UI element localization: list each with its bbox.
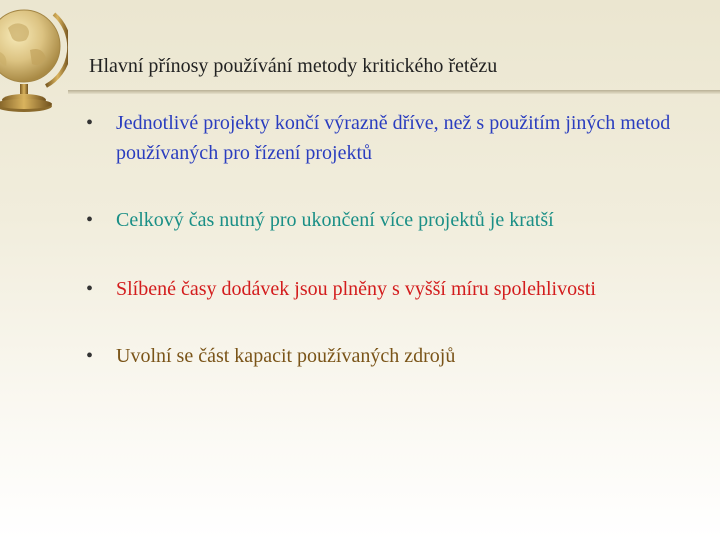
bullet-item (86, 274, 706, 304)
bullet-item (86, 341, 706, 371)
bullet-text: Celkový čas nutný pro ukončení více projektů je kratší (116, 209, 554, 231)
bullet-item (86, 205, 706, 235)
bullet-text: Jednotlivé projekty končí výrazně dříve, než s použitím jiných metod používaných pro řízení projektů (116, 112, 671, 164)
bullet-item (86, 108, 706, 168)
globe-icon (0, 0, 68, 118)
bullet-list (86, 108, 706, 371)
bullet-dot: • (86, 209, 94, 231)
bullet-dot: • (86, 278, 94, 300)
bullet-dot: • (86, 345, 94, 367)
bullet-dot: • (86, 112, 94, 134)
bullet-text: Slíbené časy dodávek jsou plněny s vyšší míru spolehlivosti (116, 278, 596, 300)
slide-title: Hlavní přínosy používání metody kritického řetězu (89, 55, 498, 77)
title-divider (68, 90, 720, 94)
bullet-text: Uvolní se část kapacit používaných zdrojů (116, 345, 456, 367)
